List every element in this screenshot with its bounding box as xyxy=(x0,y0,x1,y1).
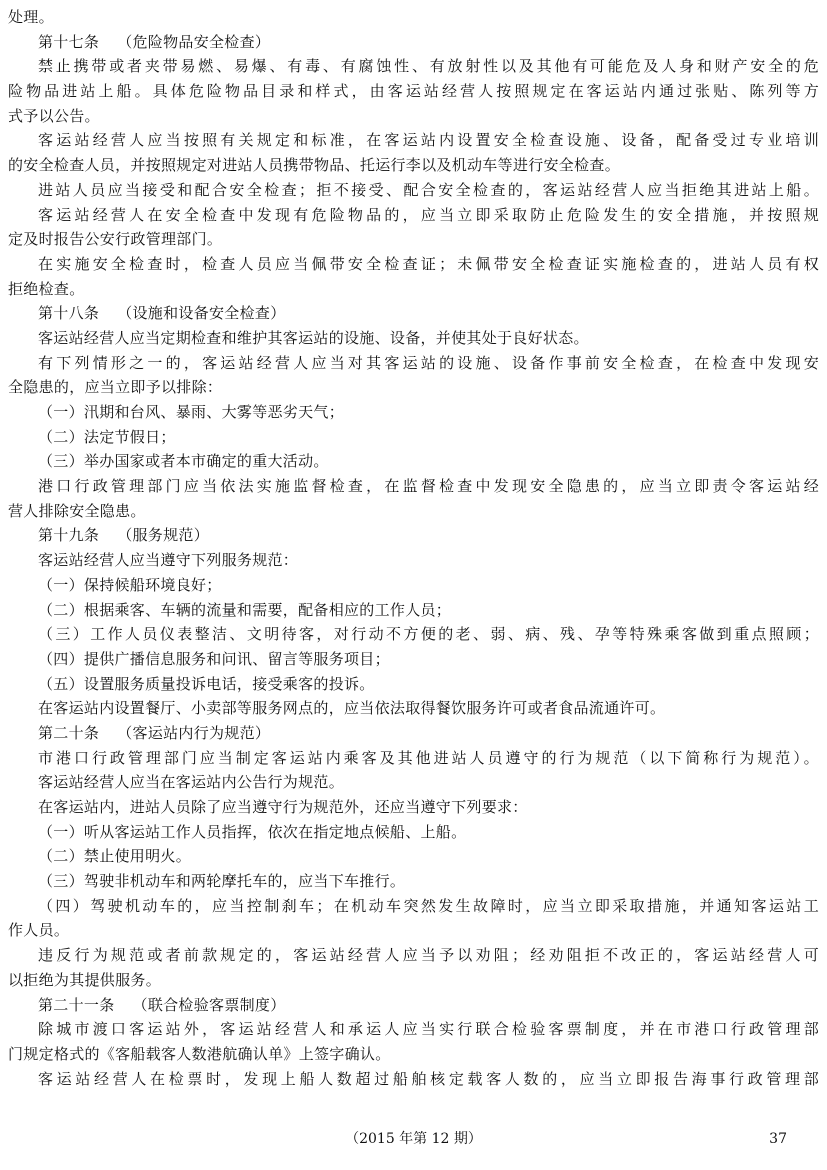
text-line: 客运站经营人应当定期检查和维护其客运站的设施、设备，并使其处于良好状态。 xyxy=(38,328,589,347)
text-line: （二）根据乘客、车辆的流量和需要，配备相应的工作人员； xyxy=(38,600,452,619)
article-title: （客运站内行为规范） xyxy=(117,723,271,742)
text-line: 以拒绝为其提供服务。 xyxy=(8,970,162,989)
article-heading xyxy=(8,523,819,548)
text-line: 客运站经营人在检票时，发现上船人数超过船舶核定载客人数的，应当立即报告海事行政管理部 xyxy=(38,1069,819,1088)
text-line: 在客运站内，进站人员除了应当遵守行为规范外，还应当遵守下列要求： xyxy=(38,798,528,816)
text-line: （三）举办国家或者本市确定的重大活动。 xyxy=(38,452,329,471)
text-line: 营人排除安全隐患。 xyxy=(8,501,146,520)
article-number: 第二十一条 xyxy=(38,995,115,1014)
page-footer xyxy=(0,1127,827,1151)
issue-label: （2015 年第 12 期） xyxy=(345,1131,482,1147)
text-line: 作人员。 xyxy=(8,921,70,940)
article-heading xyxy=(8,993,819,1018)
text-line: 进站人员应当接受和配合安全检查；拒不接受、配合安全检查的，客运站经营人应当拒绝其进站上船。 xyxy=(38,180,819,199)
text-line: （二）法定节假日； xyxy=(38,427,176,446)
document-body xyxy=(8,5,819,1091)
text-line: 港口行政管理部门应当依法实施监督检查，在监督检查中发现安全隐患的，应当立即责令客运站经 xyxy=(38,477,819,496)
text-line: 客运站经营人在安全检查中发现有危险物品的，应当立即采取防止危险发生的安全措施，并按照规 xyxy=(38,205,819,224)
article-heading xyxy=(8,721,819,746)
text-line: 式予以公告。 xyxy=(8,106,100,125)
text-line: 门规定格式的《客船载客人数港航确认单》上签字确认。 xyxy=(8,1044,391,1063)
text-line: 拒绝检查。 xyxy=(8,279,85,298)
article-title: （联合检验客票制度） xyxy=(132,995,286,1014)
text-line: （四）驾驶机动车的，应当控制刹车；在机动车突然发生故障时，应当立即采取措施，并通知客运站工 xyxy=(38,896,819,915)
page-number: 37 xyxy=(769,1131,787,1147)
text-line: （一）听从客运站工作人员指挥，依次在指定地点候船、上船。 xyxy=(38,822,467,841)
article-heading xyxy=(8,301,819,326)
text-line: （一）保持候船环境良好； xyxy=(38,575,222,594)
article-title: （服务规范） xyxy=(117,526,210,545)
text-line: 有下列情形之一的，客运站经营人应当对其客运站的设施、设备作事前安全检查，在检查中发现安 xyxy=(38,353,819,372)
text-line: （三）驾驶非机动车和两轮摩托车的，应当下车推行。 xyxy=(38,872,406,891)
text-line: 市港口行政管理部门应当制定客运站内乘客及其他进站人员遵守的行为规范（以下简称行为规范）。 xyxy=(38,748,819,767)
text-line: 客运站经营人应当按照有关规定和标准，在客运站内设置安全检查设施、设备，配备受过专业培训 xyxy=(38,131,819,150)
text-line: 除城市渡口客运站外，客运站经营人和承运人应当实行联合检验客票制度，并在市港口行政管理部 xyxy=(38,1020,819,1039)
text-line: 违反行为规范或者前款规定的，客运站经营人应当予以劝阻；经劝阻拒不改正的，客运站经营人可 xyxy=(38,946,819,965)
text-line: （五）设置服务质量投诉电话，接受乘客的投诉。 xyxy=(38,674,375,693)
text-line: 在客运站内设置餐厅、小卖部等服务网点的，应当依法取得餐饮服务许可或者食品流通许可。 xyxy=(38,699,666,718)
article-number: 第十九条 xyxy=(38,526,100,545)
article-title: （设施和设备安全检查） xyxy=(117,304,286,323)
text-line: 的安全检查人员，并按照规定对进站人员携带物品、托运行李以及机动车等进行安全检查。 xyxy=(8,156,621,175)
article-title: （危险物品安全检查） xyxy=(117,32,271,51)
text-line: 定及时报告公安行政管理部门。 xyxy=(8,230,223,249)
text-line: （二）禁止使用明火。 xyxy=(38,847,192,866)
text-line: （四）提供广播信息服务和问讯、留言等服务项目； xyxy=(38,649,390,668)
text-line: 处理。 xyxy=(8,8,54,26)
text-line: 全隐患的，应当立即予以排除： xyxy=(8,378,223,397)
article-heading xyxy=(8,30,819,55)
text-line: 客运站经营人应当遵守下列服务规范： xyxy=(38,551,299,570)
text-line: （一）汛期和台风、暴雨、大雾等恶劣天气； xyxy=(38,403,345,421)
article-number: 第二十条 xyxy=(38,723,100,742)
article-number: 第十七条 xyxy=(38,32,100,51)
article-number: 第十八条 xyxy=(38,304,100,323)
text-line: 客运站经营人应当在客运站内公告行为规范。 xyxy=(38,773,345,792)
text-line: 禁止携带或者夹带易燃、易爆、有毒、有腐蚀性、有放射性以及其他有可能危及人身和财产安全的危 xyxy=(38,57,819,76)
text-line: 险物品进站上船。具体危险物品目录和样式，由客运站经营人按照规定在客运站内通过张贴、陈列等方 xyxy=(8,82,819,101)
text-line: 在实施安全检查时，检查人员应当佩带安全检查证；未佩带安全检查证实施检查的，进站人员有权 xyxy=(38,254,819,273)
text-line: （三）工作人员仪表整洁、文明待客，对行动不方便的老、弱、病、残、孕等特殊乘客做到重点照顾； xyxy=(38,625,819,644)
